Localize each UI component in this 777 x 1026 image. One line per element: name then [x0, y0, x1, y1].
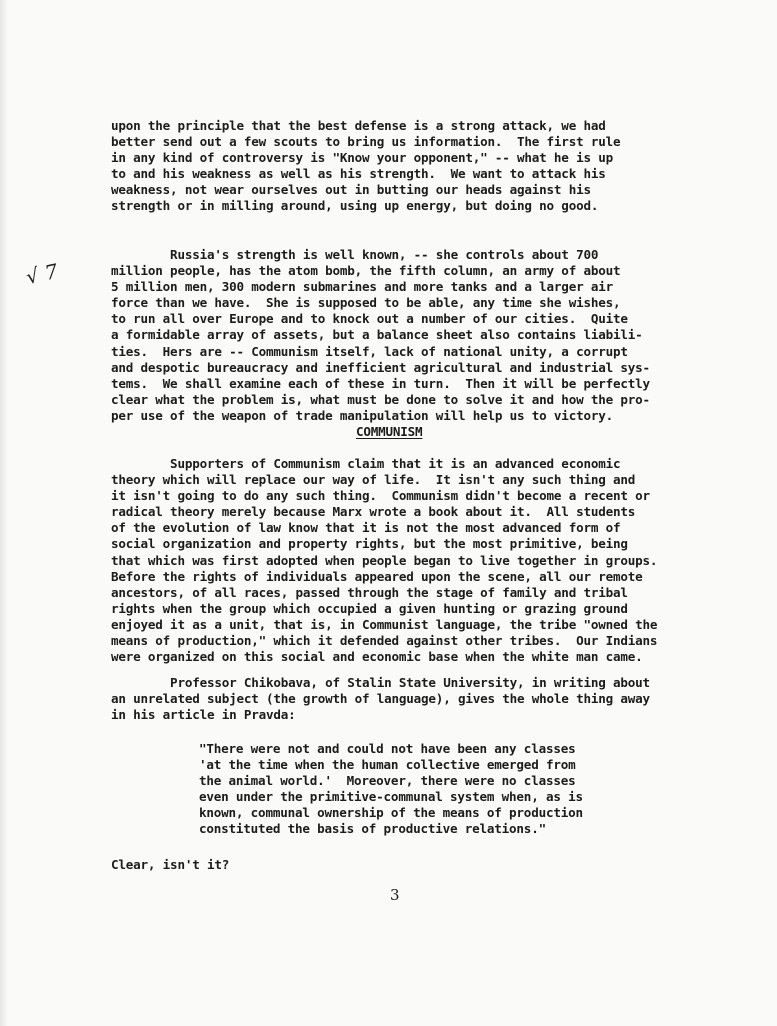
paragraph-chikobava: Professor Chikobava, of Stalin State University, in writing about an unrelated subject (the growth of language), gives the whole thing away in his article in Pravda:	[111, 675, 650, 723]
section-heading-communism: COMMUNISM	[356, 424, 423, 439]
paragraph-communism-supporters: Supporters of Communism claim that it is an advanced economic theory which will replace our way of life. It isn't any such thing and it isn't going to do any such thing. Communism didn't become a recent or radical theory merely because Marx wrote a book about it. All students of the evolution of law know that it is not the most advanced form of social organization and property rights, but the most primitive, being that which was first adopted when people began to live together in groups. Before the rights of individuals appeared upon the scene, all our remote ancestors, of all races, passed through the stage of family and tribal rights when the group which occupied a given hunting or grazing ground enjoyed it as a unit, that is, in Communist language, the tribe "owned the means of production," which it defended against other tribes. Our Indians were organized on this social and economic base when the white man came.	[111, 456, 658, 665]
paragraph-opening: upon the principle that the best defense is a strong attack, we had better send out a few scouts to bring us information. The first rule in any kind of controversy is "Know your opponent," -- what he is up to and his weakness as well as his strength. We want to attack his weakness, not wear ourselves out in butting our heads against his strength or in milling around, using up energy, but doing no good.	[111, 118, 621, 214]
handwritten-margin-mark: √ 7	[23, 258, 60, 290]
paragraph-russia-strength: Russia's strength is well known, -- she controls about 700 million people, has the atom bomb, the fifth column, an army of about 5 million men, 300 modern submarines and more tanks and a larger air force than we have. She is supposed to be able, any time she wishes, to run all over Europe and to knock out a number of our cities. Quite a formidable array of assets, but a balance sheet also contains liabili- ties. Hers are -- Communism itself, lack of national unity, a corrupt and despotic bureaucracy and inefficient agricultural and industrial sys- tems. We shall examine each of these in turn. Then it will be perfectly clear what the problem is, what must be done to solve it and how the pro- per use of the weapon of trade manipulation will help us to victory.	[111, 247, 650, 423]
page-edge-shadow	[0, 0, 8, 1026]
closing-line: Clear, isn't it?	[111, 857, 230, 872]
block-quote: "There were not and could not have been any classes 'at the time when the human collective emerged from the animal world.' Moreover, there were no classes even under the primitive-communal system when, as is known, communal ownership of the means of production constituted the basis of productive relations."	[199, 741, 583, 837]
page-number: 3	[390, 886, 400, 904]
